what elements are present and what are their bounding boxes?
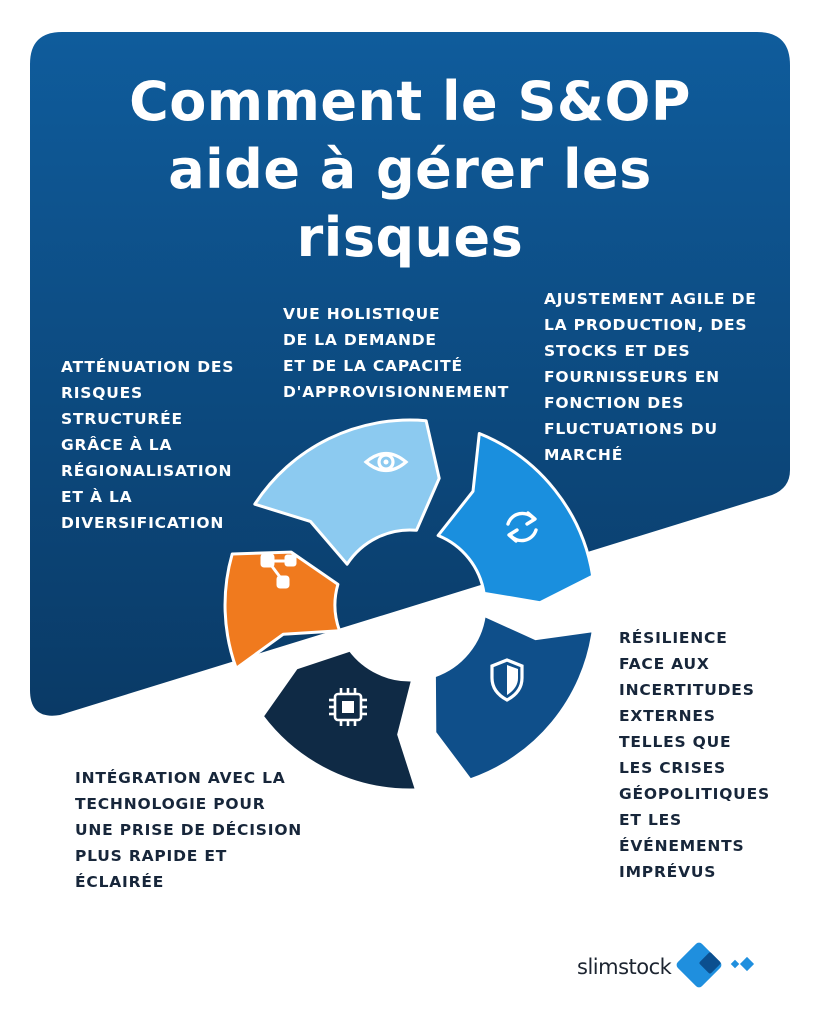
label-line: TELLES QUE (619, 733, 732, 751)
label-line: PLUS RAPIDE ET (75, 847, 228, 865)
title-line: risques (296, 206, 524, 269)
label-line: FLUCTUATIONS DU (544, 420, 718, 438)
label-line: ET LES (619, 811, 682, 829)
label-line: AJUSTEMENT AGILE DE (544, 290, 757, 308)
segment-attenuation (225, 552, 339, 668)
label-line: STOCKS ET DES (544, 342, 691, 360)
brand-logo-icon (672, 940, 762, 996)
label-line: D'APPROVISIONNEMENT (283, 383, 510, 401)
label-line: FOURNISSEURS EN (544, 368, 720, 386)
label-line: IMPRÉVUS (619, 863, 717, 881)
label-line: RÉSILIENCE (619, 629, 728, 647)
label-line: LES CRISES (619, 759, 727, 777)
segment-agile (438, 434, 593, 603)
label-line: UNE PRISE DE DÉCISION (75, 821, 303, 839)
label-line: ÉCLAIRÉE (75, 873, 165, 891)
label-line: GRÂCE À LA (61, 436, 173, 454)
label-line: VUE HOLISTIQUE (283, 305, 441, 323)
label-line: FACE AUX (619, 655, 710, 673)
label-line: DIVERSIFICATION (61, 514, 225, 532)
label-line: EXTERNES (619, 707, 716, 725)
title-line: aide à gérer les (168, 138, 652, 201)
label-line: INTÉGRATION AVEC LA (75, 769, 286, 787)
label-line: ET DE LA CAPACITÉ (283, 357, 463, 375)
label-line: TECHNOLOGIE POUR (75, 795, 266, 813)
label-line: STRUCTURÉE (61, 410, 183, 428)
segment-holistic (255, 420, 439, 564)
segment-resilience (434, 615, 593, 780)
label-line: INCERTITUDES (619, 681, 755, 699)
title-line: Comment le S&OP (129, 70, 691, 133)
label-line: FONCTION DES (544, 394, 685, 412)
label-line: RISQUES (61, 384, 143, 402)
label-line: GÉOPOLITIQUES (619, 785, 770, 803)
label-line: ÉVÉNEMENTS (619, 837, 745, 855)
label-line: MARCHÉ (544, 446, 624, 464)
label-line: LA PRODUCTION, DES (544, 316, 748, 334)
label-line: DE LA DEMANDE (283, 331, 437, 349)
label-line: ET À LA (61, 488, 133, 506)
label-line: RÉGIONALISATION (61, 462, 233, 480)
brand-logo-text: slimstock (577, 955, 672, 979)
label-line: ATTÉNUATION DES (61, 358, 235, 376)
